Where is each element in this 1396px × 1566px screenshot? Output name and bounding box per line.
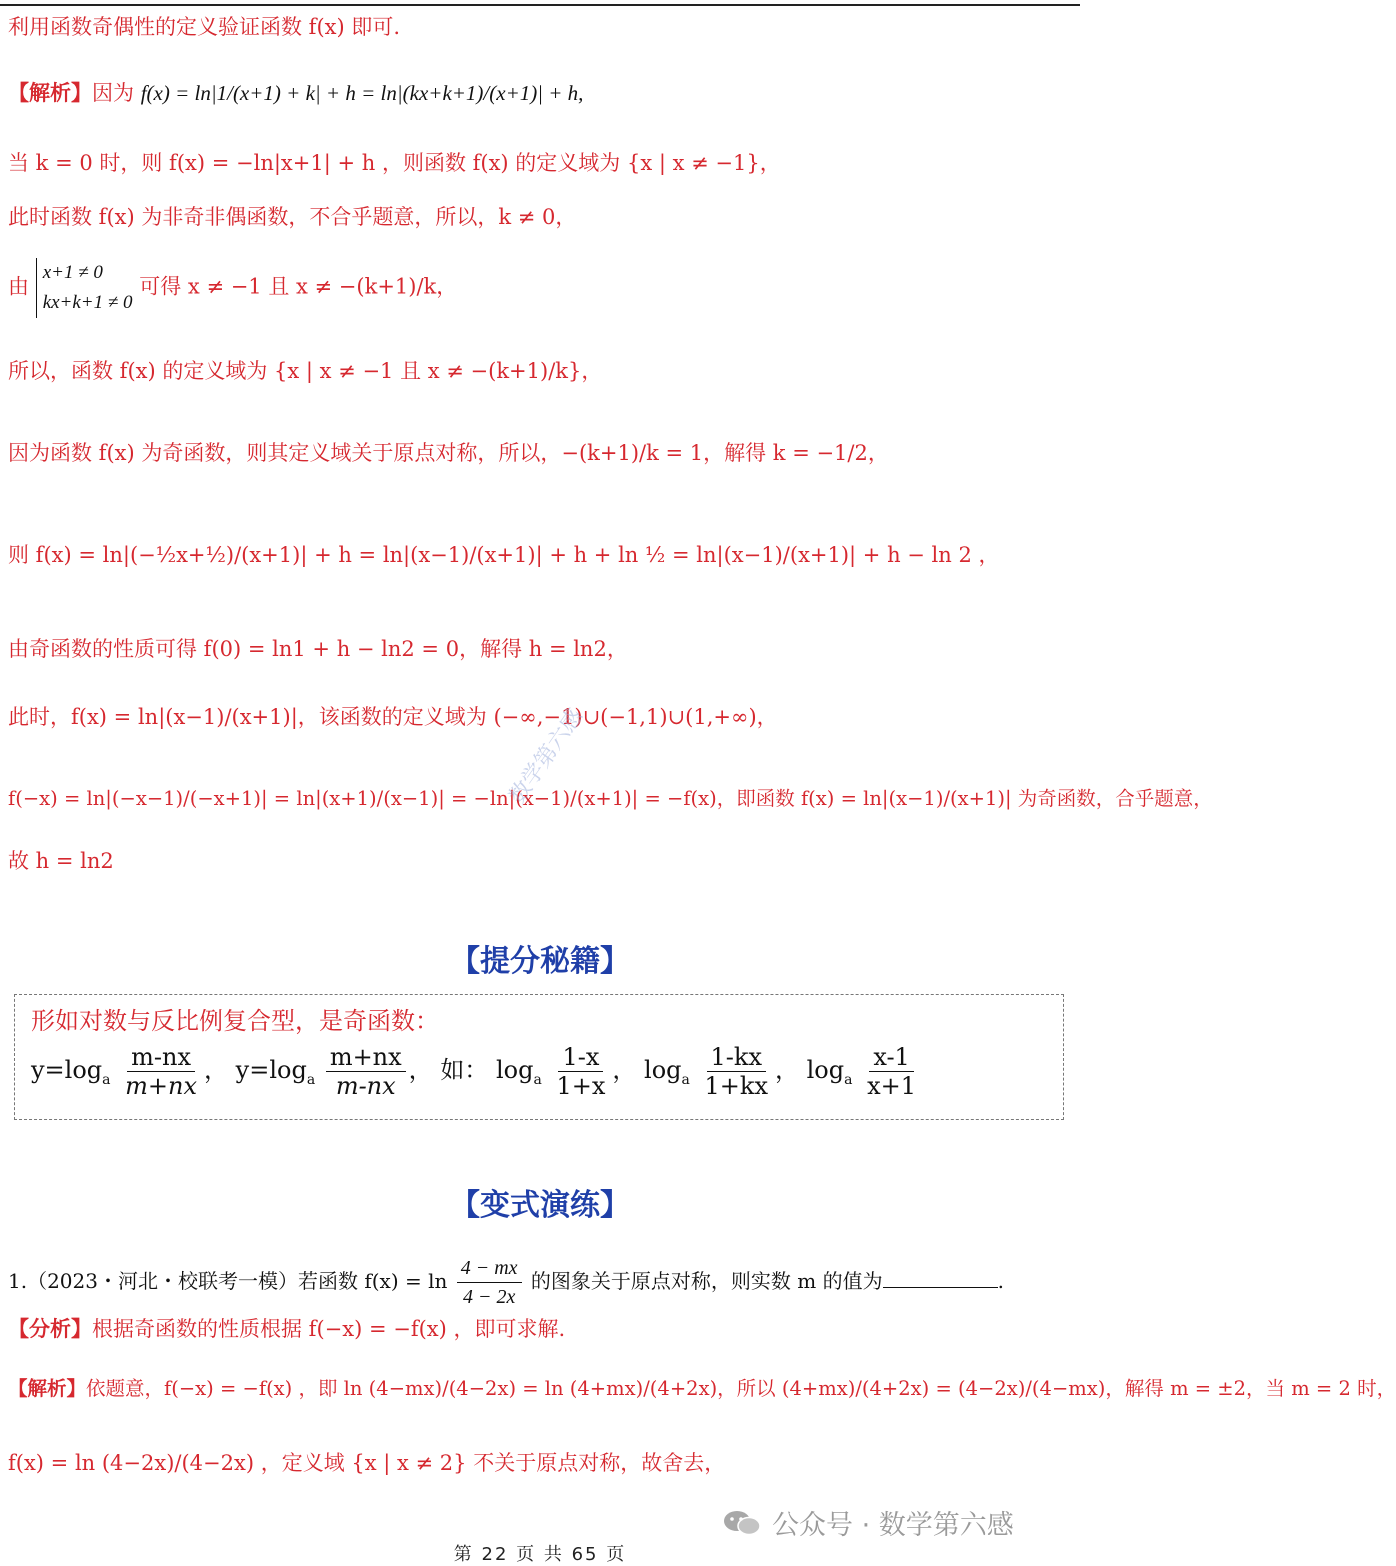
system-eq-2: kx+k+1 ≠ 0 xyxy=(42,292,133,313)
analysis-line xyxy=(8,1314,565,1344)
fenxi-tag: 【分析】 xyxy=(8,1316,92,1341)
ex4-den: 1+kx xyxy=(704,1072,768,1100)
tip-text: 形如对数与反比例复合型，是奇函数： xyxy=(31,1007,439,1035)
wechat-icon xyxy=(722,1508,762,1538)
question-1-suffix: 的图象关于原点对称，则实数 m 的值为 xyxy=(530,1269,883,1293)
equation-system xyxy=(36,258,133,318)
solution-line-5: 所以，函数 f(x) 的定义域为 {x | x ≠ −1 且 x ≠ −(k+1)/k}， xyxy=(8,359,603,383)
solution2-line-1 xyxy=(8,1374,1396,1404)
intro-line: 利用函数奇偶性的定义验证函数 f(x) 即可. xyxy=(8,15,401,39)
ex4-num: 1-kx xyxy=(707,1043,766,1072)
ex2-sub: a xyxy=(306,1072,316,1088)
question-1-num: 4 − mx xyxy=(457,1254,522,1283)
ru-label: 如： xyxy=(440,1056,489,1084)
analysis-text: 根据奇函数的性质根据 f(−x) = −f(x) ，即可求解. xyxy=(92,1317,566,1341)
tip-examples: $y=\log_a$ $\frac{m-nx}{m+nx}$ ， $y=\log_a$ $\frac{m+nx}{m-nx}$ ， 如： $\log_a$ $\frac{1-x}{1+x}$ ， $\log_a$ $\frac{1-kx}{1+kx}$ ， $\log_a$ $\frac{x-1}{x+1}$ xyxy=(31,1043,923,1100)
question-1-prefix: 1.（2023・河北・校联考一模）若函数 f(x) = ln xyxy=(8,1269,448,1293)
diagonal-stamp: 数学第六感 xyxy=(504,704,589,809)
solution2-text: 依题意，f(−x) = −f(x) ，即 ln (4−mx)/(4−2x) = ln (4+mx)/(4+2x)，所以 (4+mx)/(4+2x) = (4−2x)/(4−mx)，解得 m = ±2，当 m = 2 时， xyxy=(86,1377,1396,1400)
solution-line-4 xyxy=(8,258,457,318)
section-title-tips: 【提分秘籍】 xyxy=(450,944,630,979)
jiexi-tag: 【解析】 xyxy=(8,80,92,105)
solution-line-1-math: f(x) = ln|1/(x+1) + k| + h = ln|(kx+k+1)/(x+1)| + h, xyxy=(140,81,584,105)
ex3-sub: a xyxy=(533,1072,542,1088)
solution-line-8: 由奇函数的性质可得 f(0) = ln1 + h − ln2 = 0，解得 h = ln2， xyxy=(8,637,628,661)
ex1-num: m-nx xyxy=(127,1043,195,1072)
solution-line-2: 当 k = 0 时，则 f(x) = −ln|x+1| + h ，则函数 f(x) 的定义域为 {x | x ≠ −1}， xyxy=(8,151,781,175)
ex4-sub: a xyxy=(681,1072,690,1088)
solution2-line-2: f(x) = ln (4−2x)/(4−2x) ，定义域 {x | x ≠ 2} 不关于原点对称，故舍去， xyxy=(8,1451,726,1475)
ex2-den: m-nx xyxy=(335,1072,396,1100)
tip-box xyxy=(14,994,1064,1120)
ex1-log: y=log xyxy=(31,1056,103,1084)
ex5-num: x-1 xyxy=(869,1043,914,1072)
question-1-end: . xyxy=(997,1269,1004,1293)
answer-blank[interactable] xyxy=(883,1267,998,1288)
solution-line-11: 故 h = ln2 xyxy=(8,849,114,873)
ex1-den: m+nx xyxy=(125,1072,198,1100)
ex5-sub: a xyxy=(844,1072,853,1088)
watermark-text: 公众号 · 数学第六感 xyxy=(772,1510,1014,1541)
solution-line-4-result: 可得 x ≠ −1 且 x ≠ −(k+1)/k， xyxy=(139,274,458,299)
ex3-num: 1-x xyxy=(558,1043,603,1072)
top-rule xyxy=(0,4,1080,6)
question-1-den: 4 − 2x xyxy=(462,1286,516,1308)
solution-line-1-text: 因为 xyxy=(92,81,134,105)
ex2-num: m+nx xyxy=(326,1043,406,1072)
solution-line-6: 因为函数 f(x) 为奇函数，则其定义域关于原点对称，所以，−(k+1)/k = 1，解得 k = −1/2， xyxy=(8,441,889,465)
ex5-den: x+1 xyxy=(867,1072,917,1100)
section-title-practice: 【变式演练】 xyxy=(450,1188,630,1223)
solution-line-1 xyxy=(8,78,583,108)
solution-line-9: 此时，f(x) = ln|(x−1)/(x+1)|，该函数的定义域为 (−∞,−1)∪(−1,1)∪(1,+∞)， xyxy=(8,705,778,729)
question-1 xyxy=(8,1254,1004,1311)
ex4-log: log xyxy=(644,1056,682,1084)
ex2-log: y=log xyxy=(235,1056,307,1084)
wechat-watermark xyxy=(722,1503,1014,1542)
jiexi2-tag: 【解析】 xyxy=(8,1377,87,1400)
ex5-log: log xyxy=(806,1056,845,1084)
system-eq-1: x+1 ≠ 0 xyxy=(42,262,103,283)
you-label: 由 xyxy=(8,274,29,299)
ex3-log: log xyxy=(495,1056,534,1084)
solution-line-10: f(−x) = ln|(−x−1)/(−x+1)| = ln|(x+1)/(x−1)| = −ln|(x−1)/(x+1)| = −f(x)，即函数 f(x) = ln|(x−1)/(x+1)| 为奇函数，合乎题意， xyxy=(8,787,1213,810)
solution-line-7: 则 f(x) = ln|(−½x+½)/(x+1)| + h = ln|(x−1)/(x+1)| + h + ln ½ = ln|(x−1)/(x+1)| + h − ln 2 ， xyxy=(8,543,1000,567)
ex1-sub: a xyxy=(102,1072,111,1088)
page-footer: 第 22 页 共 65 页 xyxy=(453,1544,627,1565)
ex3-den: 1+x xyxy=(556,1072,606,1100)
solution-line-3: 此时函数 f(x) 为非奇非偶函数，不合乎题意，所以，k ≠ 0， xyxy=(8,205,577,229)
